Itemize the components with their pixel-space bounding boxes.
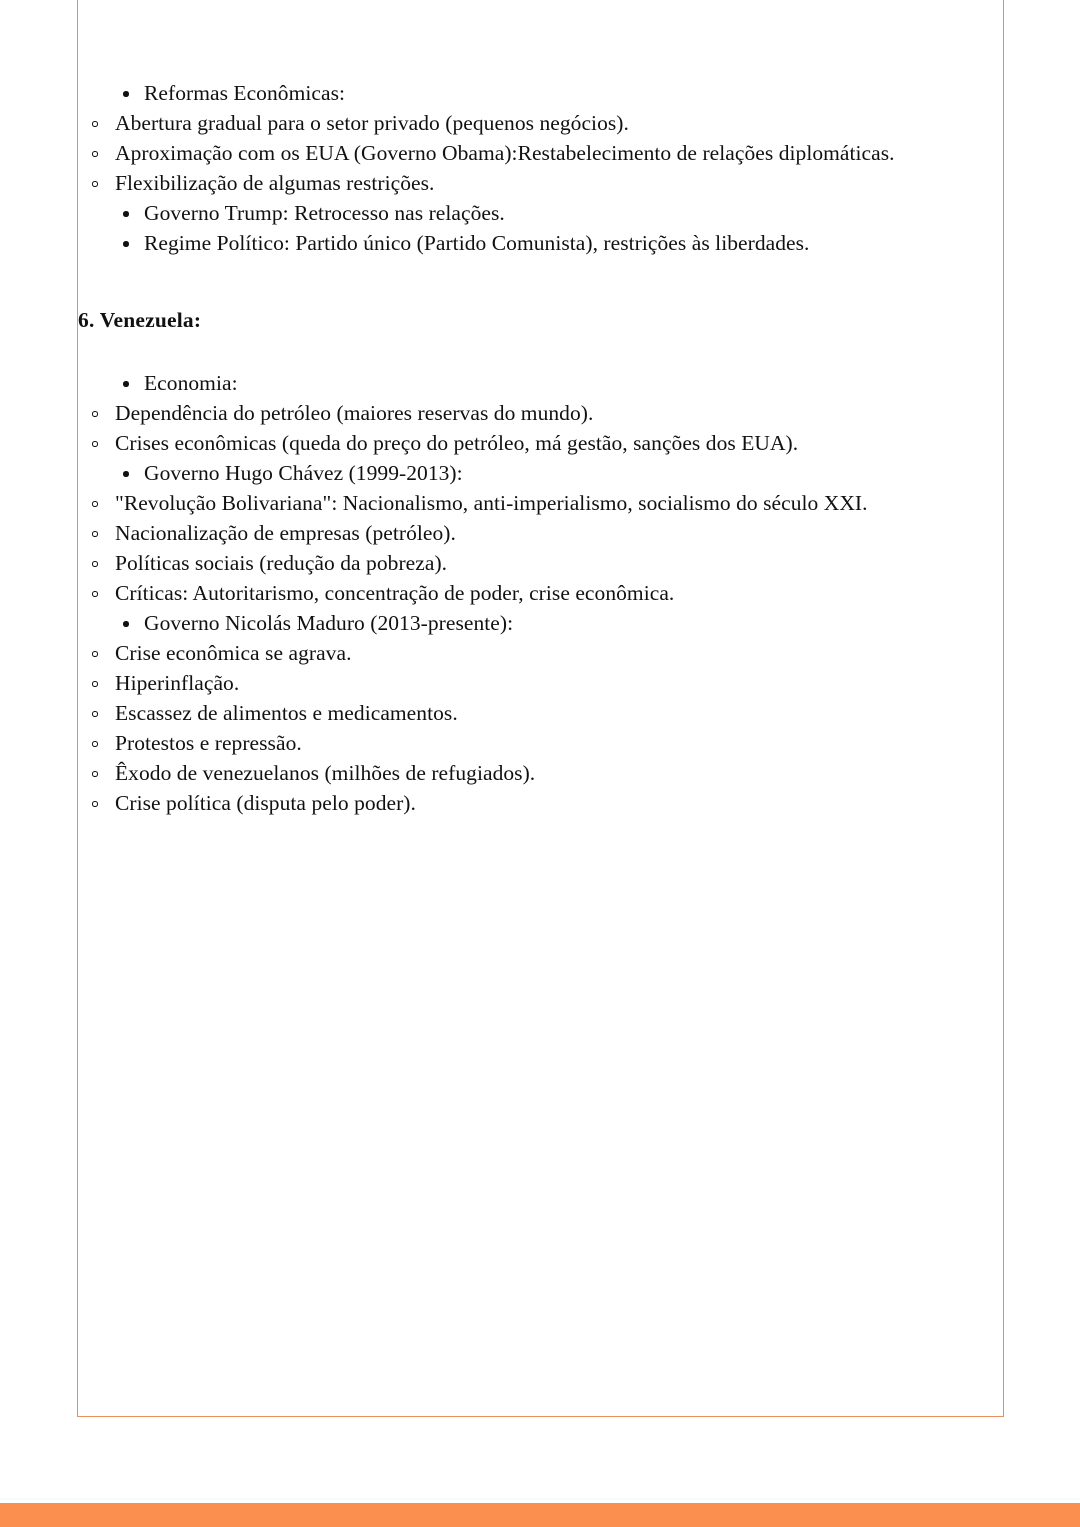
list-item — [78, 168, 1005, 198]
list-item-label: Hiperinflação. — [115, 671, 240, 695]
list-item — [78, 108, 1005, 138]
list-item-label: Nacionalização de empresas (petróleo). — [115, 521, 456, 545]
list-item — [78, 198, 1005, 228]
list-item — [78, 398, 1005, 428]
list-item-label: Críticas: Autoritarismo, concentração de poder, crise econômica. — [115, 581, 675, 605]
circle-bullet-icon — [92, 578, 102, 608]
list-item-label: Políticas sociais (redução da pobreza). — [115, 551, 448, 575]
list-item — [78, 488, 1005, 518]
disc-bullet-icon — [123, 78, 131, 108]
sub-bullet-list — [78, 108, 1005, 198]
section-heading-venezuela: 6. Venezuela: — [78, 308, 202, 332]
circle-bullet-icon — [92, 398, 102, 428]
circle-bullet-icon — [92, 138, 102, 168]
list-item — [78, 788, 1005, 818]
list-item — [78, 578, 1005, 608]
circle-bullet-icon — [92, 168, 102, 198]
sub-bullet-list — [78, 638, 1005, 818]
list-item — [78, 758, 1005, 788]
list-item — [78, 368, 1005, 398]
list-item-label: Aproximação com os EUA (Governo Obama):Restabelecimento de relações diplomáticas. — [115, 141, 895, 165]
bullet-list-venezuela — [78, 368, 1005, 818]
disc-bullet-icon — [123, 198, 131, 228]
list-item-label: Escassez de alimentos e medicamentos. — [115, 701, 458, 725]
circle-bullet-icon — [92, 698, 102, 728]
circle-bullet-icon — [92, 758, 102, 788]
footer-accent-band — [0, 1503, 1080, 1527]
spacer — [78, 258, 1005, 305]
list-item — [78, 668, 1005, 698]
list-item-label: Êxodo de venezuelanos (milhões de refugiados). — [115, 761, 536, 785]
list-item — [78, 548, 1005, 578]
list-item-label: Crise econômica se agrava. — [115, 641, 352, 665]
list-item-label: Governo Trump: Retrocesso nas relações. — [144, 201, 505, 225]
circle-bullet-icon — [92, 638, 102, 668]
list-item — [78, 78, 1005, 108]
list-item — [78, 728, 1005, 758]
disc-bullet-icon — [123, 228, 131, 258]
list-item — [78, 458, 1005, 488]
disc-bullet-icon — [123, 368, 131, 398]
list-item-label: "Revolução Bolivariana": Nacionalismo, anti-imperialismo, socialismo do século XXI. — [115, 491, 868, 515]
list-item — [78, 518, 1005, 548]
disc-bullet-icon — [123, 458, 131, 488]
circle-bullet-icon — [92, 428, 102, 458]
circle-bullet-icon — [92, 668, 102, 698]
list-item-label: Flexibilização de algumas restrições. — [115, 171, 435, 195]
list-item — [78, 638, 1005, 668]
list-item — [78, 138, 1005, 168]
document-page-frame — [77, 0, 1004, 1417]
list-item-label: Regime Político: Partido único (Partido Comunista), restrições às liberdades. — [144, 231, 810, 255]
list-item — [78, 428, 1005, 458]
circle-bullet-icon — [92, 518, 102, 548]
list-item-label: Crises econômicas (queda do preço do petróleo, má gestão, sanções dos EUA). — [115, 431, 799, 455]
list-item-label: Abertura gradual para o setor privado (pequenos negócios). — [115, 111, 629, 135]
list-item-label: Protestos e repressão. — [115, 731, 302, 755]
list-item — [78, 608, 1005, 638]
list-item-label: Reformas Econômicas: — [144, 81, 346, 105]
list-item — [78, 228, 1005, 258]
disc-bullet-icon — [123, 608, 131, 638]
list-item-label: Dependência do petróleo (maiores reservas do mundo). — [115, 401, 594, 425]
list-item-label: Crise política (disputa pelo poder). — [115, 791, 416, 815]
footer-hairline — [0, 1498, 1080, 1500]
circle-bullet-icon — [92, 728, 102, 758]
list-item-label: Economia: — [144, 371, 238, 395]
list-item — [78, 698, 1005, 728]
circle-bullet-icon — [92, 788, 102, 818]
sub-bullet-list — [78, 488, 1005, 608]
sub-bullet-list — [78, 398, 1005, 458]
circle-bullet-icon — [92, 548, 102, 578]
document-content — [78, 0, 1005, 1417]
circle-bullet-icon — [92, 108, 102, 138]
list-item-label: Governo Nicolás Maduro (2013-presente): — [144, 611, 514, 635]
circle-bullet-icon — [92, 488, 102, 518]
bullet-list-cuba-continued — [78, 78, 1005, 258]
spacer — [78, 335, 1005, 368]
list-item-label: Governo Hugo Chávez (1999-2013): — [144, 461, 463, 485]
